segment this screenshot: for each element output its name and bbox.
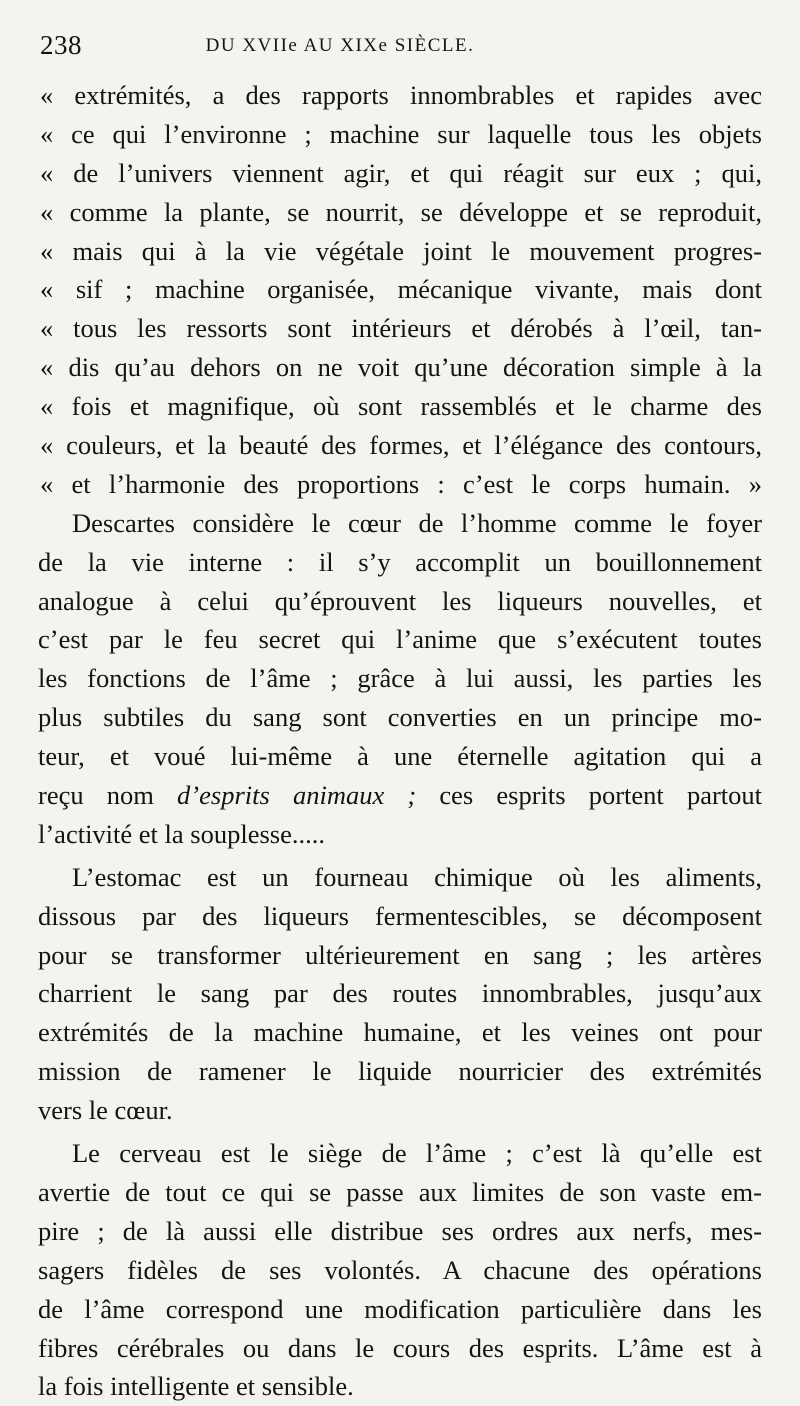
- text-line: vers le cœur.: [38, 1095, 173, 1126]
- text-line: l’activité et la souplesse.....: [38, 818, 325, 849]
- text-line: Descartes considère le cœur de l’homme comme le foyer: [72, 507, 762, 538]
- text-line: « comme la plante, se nourrit, se développe et se reproduit,: [40, 196, 762, 227]
- text-line-with-italic: [38, 776, 762, 815]
- text-line: Le cerveau est le siège de l’âme ; c’est là qu’elle est: [72, 1138, 762, 1169]
- text-line: « extrémités, a des rapports innombrables et rapides avec: [40, 80, 762, 110]
- text-line: « tous les ressorts sont intérieurs et dérobés à l’œil, tan-: [40, 313, 762, 344]
- quotation-block: [38, 76, 762, 504]
- text-line: « ce qui l’environne ; machine sur laquelle tous les objets: [40, 118, 762, 149]
- text-line: teur, et voué lui-même à une éternelle agitation qui a: [38, 741, 762, 772]
- page-header: [40, 30, 760, 64]
- paragraph-cerveau: [38, 1134, 762, 1406]
- text-line: « couleurs, et la beauté des formes, et l’élégance des contours,: [40, 430, 762, 461]
- text-line: mission de ramener le liquide nourricier des extrémités: [38, 1056, 762, 1087]
- text-line: « sif ; machine organisée, mécanique vivante, mais dont: [40, 274, 762, 305]
- text-line: avertie de tout ce qui se passe aux limites de son vaste em-: [38, 1176, 762, 1207]
- text-line: sagers fidèles de ses volontés. A chacune des opérations: [38, 1254, 762, 1285]
- running-title: DU XVIIe AU XIXe SIÈCLE.: [205, 35, 475, 56]
- text-segment: ces esprits portent partout: [416, 780, 763, 811]
- italic-term: d’esprits animaux ;: [177, 780, 417, 811]
- paragraph-descartes: [38, 504, 762, 854]
- page-number: 238: [40, 30, 82, 60]
- text-line: « de l’univers viennent agir, et qui réagit sur eux ; qui,: [40, 157, 762, 188]
- text-line: « dis qu’au dehors on ne voit qu’une décoration simple à la: [40, 352, 762, 383]
- paragraph-estomac: [38, 858, 762, 1130]
- text-line: c’est par le feu secret qui l’anime que s’exécutent toutes: [38, 624, 762, 655]
- text-line: la fois intelligente et sensible.: [38, 1371, 354, 1402]
- text-line: « mais qui à la vie végétale joint le mouvement progres-: [40, 235, 762, 266]
- page-body: [38, 76, 762, 1406]
- text-line: analogue à celui qu’éprouvent les liqueurs nouvelles, et: [38, 585, 762, 616]
- text-line: charrient le sang par des routes innombrables, jusqu’aux: [38, 978, 762, 1009]
- text-line: les fonctions de l’âme ; grâce à lui aussi, les parties les: [38, 663, 762, 694]
- text-segment: reçu nom: [38, 780, 178, 811]
- text-line: dissous par des liqueurs fermentescibles, se décomposent: [38, 900, 762, 931]
- text-line: de l’âme correspond une modification particulière dans les: [38, 1293, 762, 1324]
- text-line: pour se transformer ultérieurement en sang ; les artères: [38, 939, 762, 970]
- text-line: L’estomac est un fourneau chimique où les aliments,: [72, 861, 762, 892]
- text-line: fibres cérébrales ou dans le cours des esprits. L’âme est à: [38, 1332, 762, 1363]
- text-line: pire ; de là aussi elle distribue ses ordres aux nerfs, mes-: [38, 1215, 762, 1246]
- text-line: « fois et magnifique, où sont rassemblés et le charme des: [40, 391, 762, 422]
- text-line: plus subtiles du sang sont converties en un principe mo-: [38, 702, 762, 733]
- text-line: « et l’harmonie des proportions : c’est le corps humain. »: [40, 468, 762, 499]
- text-line: extrémités de la machine humaine, et les veines ont pour: [38, 1017, 762, 1048]
- text-line: de la vie interne : il s’y accomplit un bouillonnement: [38, 546, 762, 577]
